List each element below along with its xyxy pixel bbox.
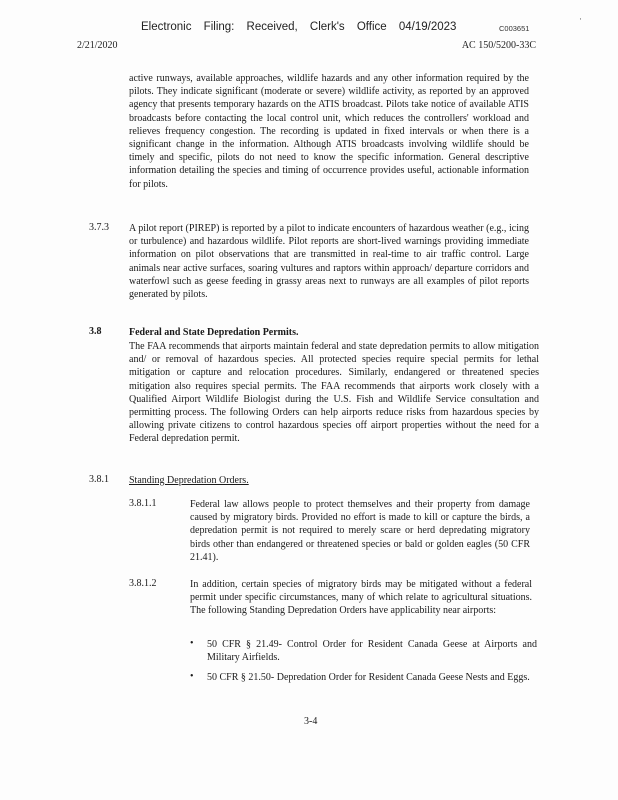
section-number-3-8-1: 3.8.1	[89, 474, 109, 485]
section-number-3-8-1-2: 3.8.1.2	[129, 578, 157, 589]
bullet-icon: •	[190, 638, 194, 649]
page-number: 3-4	[304, 716, 318, 727]
section-3-8-title: Federal and State Depredation Permits.	[129, 327, 299, 338]
section-number-3-8: 3.8	[89, 326, 102, 337]
section-number-3-7-3: 3.7.3	[89, 222, 109, 233]
header-doc-id: AC 150/5200-33C	[461, 40, 536, 51]
corner-mark: ·	[579, 14, 582, 24]
section-3-7-3-text: A pilot report (PIREP) is reported by a pilot to indicate encounters of hazardous weather (e.g., icing or turbulence) and hazardous wildlife. Pilot reports are short-lived warnings providing immediate information on pilot observations that are transmitted in real-time to air traffic control. Large animals near active surfaces, soaring vultures and raptors within approach/ departure corridors and waterfowl such as geese feeding in grassy areas next to runways are all examples of pilot reports generated by pilots.	[129, 223, 529, 301]
section-3-8-1-1-text: Federal law allows people to protect themselves and their property from damage caused by migratory birds. Provided no effort is made to kill or capture the birds, a depredation permit is not required to merely scare or herd depredating migratory birds other than endangered or threatened species or bald or golden eagles (50 CFR 21.41).	[190, 499, 530, 563]
section-number-3-8-1-1: 3.8.1.1	[129, 498, 157, 509]
bullet-item-2: 50 CFR § 21.50- Depredation Order for Resident Canada Geese Nests and Eggs.	[207, 672, 530, 683]
intro-paragraph: active runways, available approaches, wildlife hazards and any other information required by the pilots. They indicate significant (moderate or severe) wildlife activity, as reported by an approved agency that presents temporary hazards on the ATIS broadcast. Pilots take notice of available ATIS broadcasts before contacting the local control unit, which reduces the controllers' workload and relieves frequency congestion. The recording is updated in fixed intervals or when there is a significant change in the information. Although ATIS broadcasts involving wildlife should be timely and specific, pilots do not need to know the specific information. General descriptive information detailing the species and timing of occurrence provides useful, actionable information for pilots.	[129, 73, 529, 190]
filing-stamp: Electronic Filing: Received, Clerk's Office 04/19/2023	[141, 21, 457, 33]
section-3-8-1-title: Standing Depredation Orders.	[129, 475, 249, 486]
header-date: 2/21/2020	[77, 40, 118, 51]
section-3-8-1-2-text: In addition, certain species of migratory birds may be mitigated without a federal permit under specific circumstances, many of which relate to agricultural situations. The following Standing Depredation Orders have applicability near airports:	[190, 579, 532, 617]
section-3-8-text: The FAA recommends that airports maintain federal and state depredation permits to allow mitigation and/ or removal of hazardous species. All protected species require special permits for lethal mitigation or capture and relocation procedures. Similarly, endangered or threatened species mitigation also requires special permits. The FAA recommends that airports work closely with a Qualified Airport Wildlife Biologist during the U.S. Fish and Wildlife Service consultation and permitting process. The following Orders can help airports reduce risks from hazardous species by allowing private citizens to control hazardous species off airport properties without the need for a Federal depredation permit.	[129, 341, 539, 445]
bullet-item-1: 50 CFR § 21.49- Control Order for Resident Canada Geese at Airports and Military Airfields.	[207, 639, 537, 664]
stamp-id: C003651	[499, 24, 530, 33]
bullet-icon: •	[190, 671, 194, 682]
